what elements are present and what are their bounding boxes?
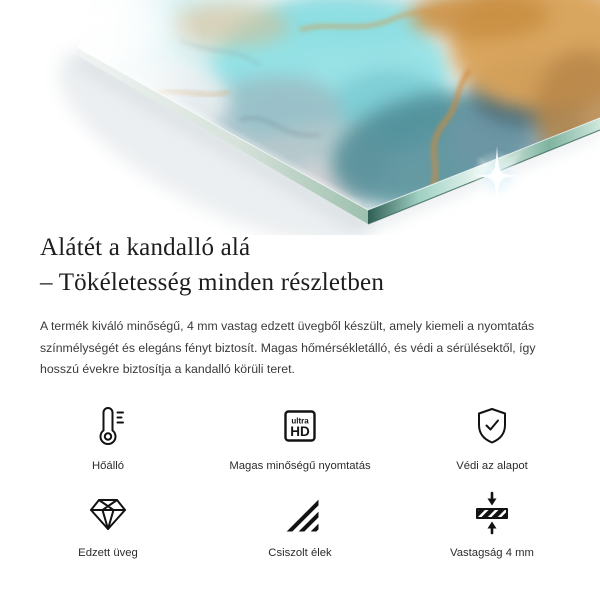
glass-panel-illustration bbox=[0, 0, 600, 235]
hd-label: HD bbox=[290, 424, 310, 439]
feature-label: Hőálló bbox=[91, 460, 125, 472]
feature-protects-base bbox=[396, 402, 588, 473]
feature-thickness bbox=[396, 489, 588, 560]
feature-label: Csiszolt élek bbox=[268, 547, 332, 559]
feature-label: Edzett üveg bbox=[78, 547, 138, 559]
product-description: A termék kiváló minőségű, 4 mm vastag edzett üvegből készült, amely kiemeli a nyomtatás színmélységét és elegáns fényt biztosít. Magas hőmérsékletálló, és védi a sérülésektől, így hosszú évekre biztosítja a kandalló körüli teret. bbox=[40, 319, 536, 376]
page-title-line1: Alátét a kandalló alá bbox=[40, 234, 251, 261]
feature-label: Magas minőségű nyomtatás bbox=[229, 460, 371, 472]
shield-check-icon bbox=[469, 402, 515, 450]
ultra-hd-icon bbox=[277, 402, 323, 450]
thermometer-icon bbox=[85, 402, 131, 450]
page-title-line2: – Tökéletesség minden részletben bbox=[40, 269, 385, 296]
feature-tempered-glass bbox=[12, 489, 204, 560]
ultra-label: ultra bbox=[291, 416, 309, 426]
polished-edges-icon bbox=[277, 489, 323, 537]
page-title bbox=[40, 230, 562, 300]
feature-label: Védi az alapot bbox=[456, 460, 528, 472]
diamond-icon bbox=[85, 489, 131, 537]
feature-print-quality bbox=[204, 402, 396, 473]
thickness-icon bbox=[469, 489, 515, 537]
product-image bbox=[0, 0, 600, 235]
feature-heat-resistant bbox=[12, 402, 204, 473]
feature-polished-edges bbox=[204, 489, 396, 560]
features-grid bbox=[0, 402, 600, 560]
feature-label: Vastagság 4 mm bbox=[450, 547, 534, 559]
